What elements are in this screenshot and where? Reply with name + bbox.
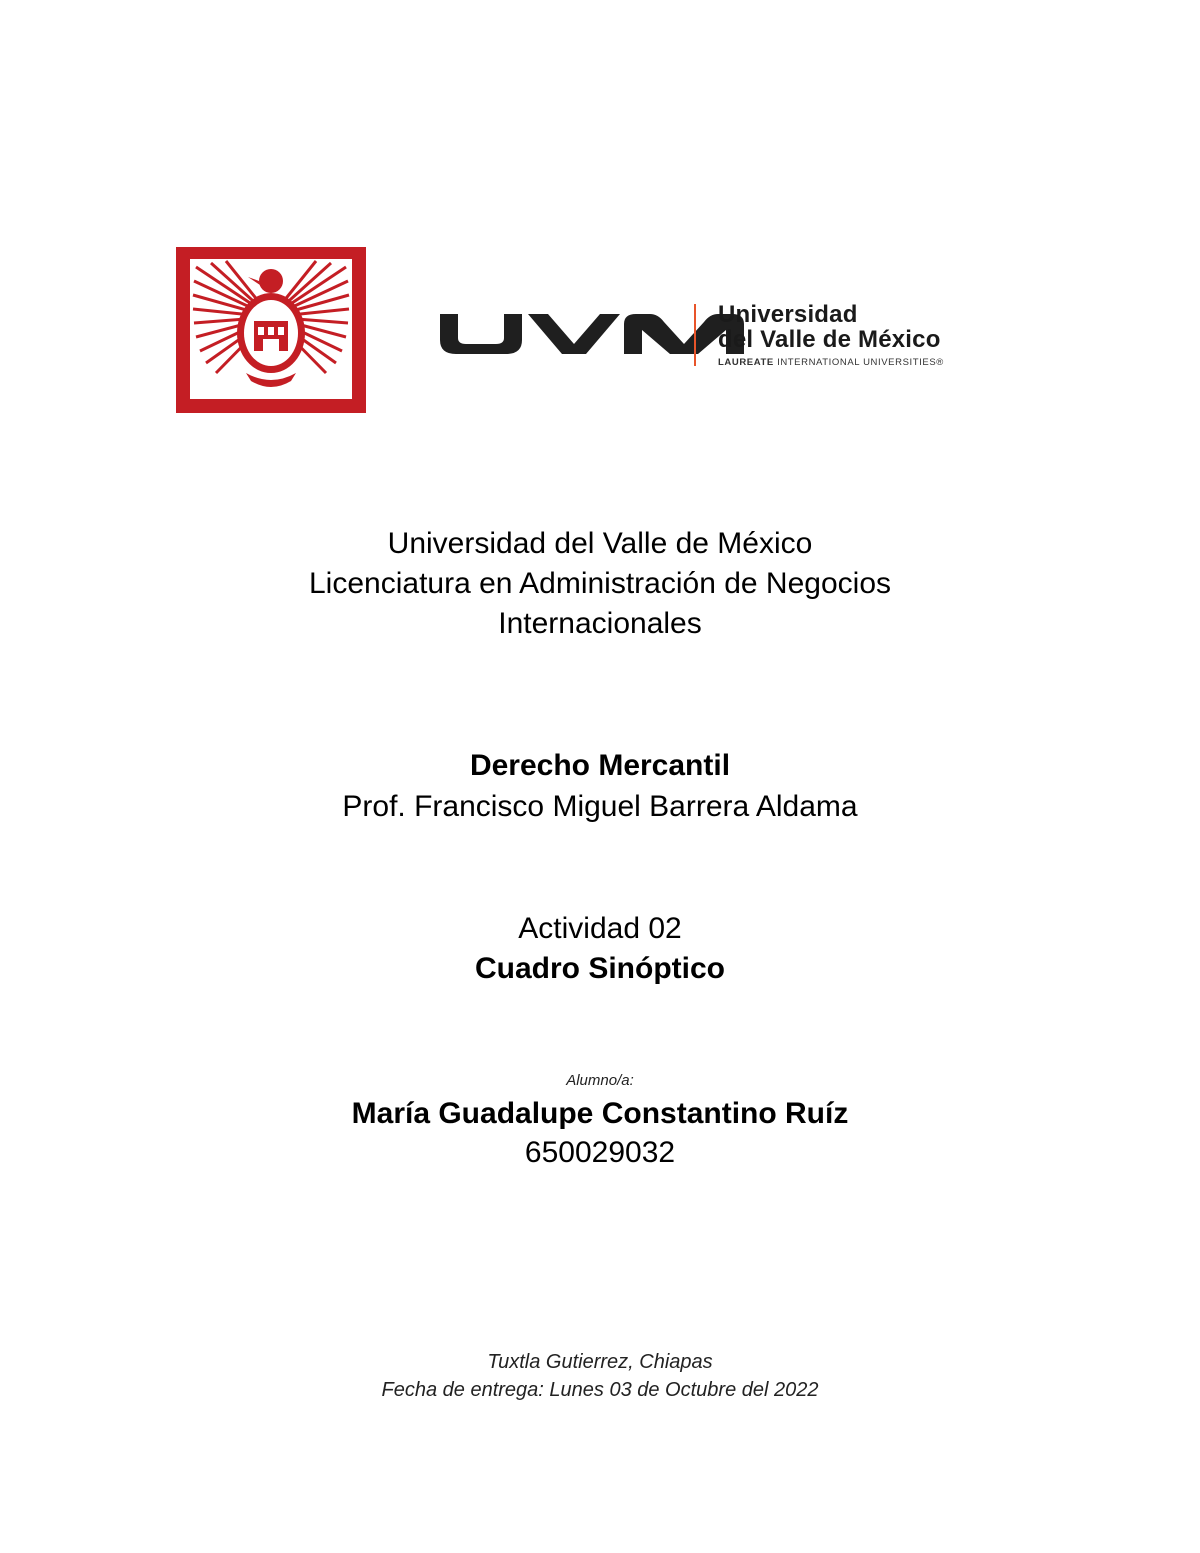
program-name-line2: Internacionales xyxy=(498,607,702,640)
student-name: María Guadalupe Constantino Ruíz xyxy=(351,1097,849,1130)
uvm-tagline xyxy=(718,357,944,368)
uvm-logo xyxy=(436,300,1026,370)
university-seal-logo xyxy=(176,247,366,413)
eagle-seal-icon xyxy=(176,247,366,413)
professor-name: Prof. Francisco Miguel Barrera Aldama xyxy=(342,790,858,823)
student-label: Alumno/a: xyxy=(566,1072,634,1089)
course-name: Derecho Mercantil xyxy=(469,749,731,782)
activity-number: Actividad 02 xyxy=(518,912,682,945)
uvm-tagline-bold: LAUREATE xyxy=(718,357,774,368)
student-id: 650029032 xyxy=(524,1136,676,1169)
footer-location: Tuxtla Gutierrez, Chiapas xyxy=(487,1351,713,1373)
institution-name: Universidad del Valle de México xyxy=(387,527,813,560)
activity-title: Cuadro Sinóptico xyxy=(475,952,725,985)
footer-date: Fecha de entrega: Lunes 03 de Octubre del 2022 xyxy=(381,1379,819,1401)
uvm-tagline-rest: INTERNATIONAL UNIVERSITIES® xyxy=(777,357,944,368)
uvm-name-line2: del Valle de México xyxy=(718,326,941,353)
program-name-line1: Licenciatura en Administración de Negocios xyxy=(309,567,891,600)
uvm-name-line1: Universidad xyxy=(718,301,858,328)
